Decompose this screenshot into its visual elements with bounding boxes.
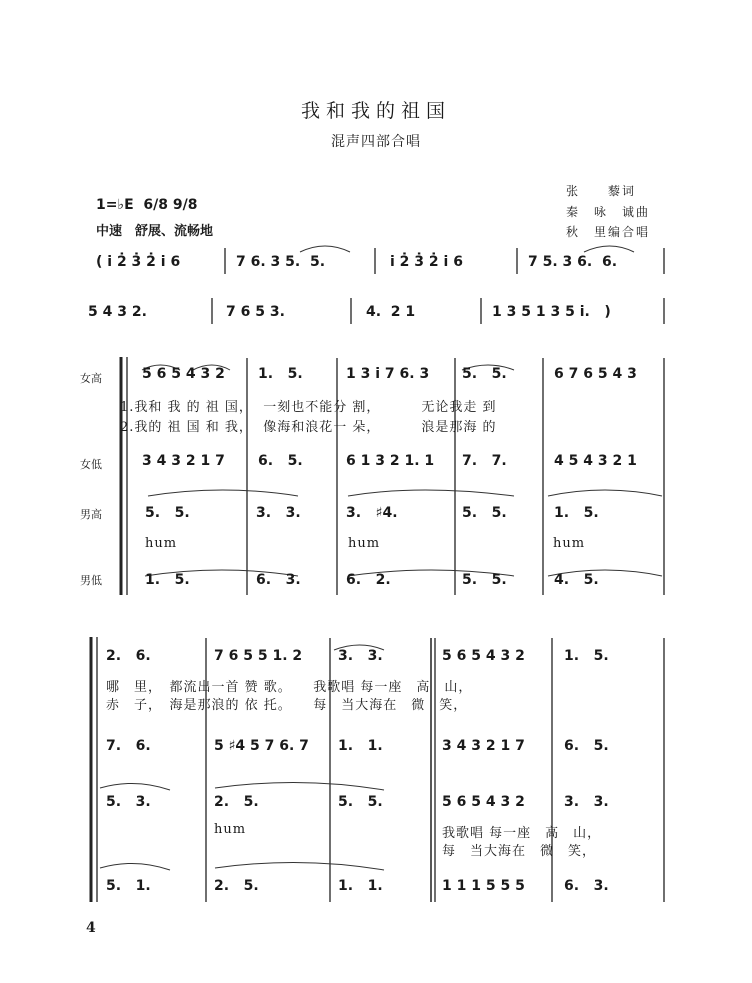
s2-tenor-m4: 5 6 5 4 3 2: [442, 794, 525, 810]
s1-bass-m4: 5. 5.: [462, 572, 507, 588]
s2-lyric-verse2: 赤 子， 海是那浪的 依 托。 每 当大海在 微 笑，: [106, 698, 468, 713]
intro-measure-4: 7 5. 3 6. 6.: [528, 254, 618, 270]
s1-alto-m1: 3 4 3 2 1 7: [142, 453, 225, 469]
lyricist-credit: 张 藜词: [566, 184, 637, 198]
s2-alto-m5: 6. 5.: [564, 738, 609, 754]
s1-hum-2: hum: [348, 536, 381, 551]
s2-bass-m2: 2. 5.: [214, 878, 259, 894]
composer-credit: 秦 咏 诚曲: [566, 205, 651, 219]
intro-measure-5: 5 4 3 2.: [88, 304, 147, 320]
s2-tenor-m2: 2. 5.: [214, 794, 259, 810]
intro-measure-8: 1 3 5 1 3 5 i. ): [492, 304, 611, 320]
s2-tenor-lyric-verse2: 每 当大海在 微 笑，: [442, 844, 597, 859]
s1-tenor-m3: 3. ♯4.: [346, 505, 398, 521]
s1-alto-m5: 4 5 4 3 2 1: [554, 453, 637, 469]
s2-soprano-m4: 5 6 5 4 3 2: [442, 648, 525, 664]
s1-alto-m3: 6 1 3 2 1. 1: [346, 453, 435, 469]
s2-alto-m2: 5 ♯4 5 7 6. 7: [214, 738, 309, 754]
song-subtitle: 混声四部合唱: [331, 134, 421, 150]
s2-tenor-m5: 3. 3.: [564, 794, 609, 810]
s1-soprano-m5: 6 7 6 5 4 3: [554, 366, 637, 382]
s2-soprano-m3: 3. 3.: [338, 648, 383, 664]
key-signature: 1=♭E 6/8 9/8: [96, 197, 198, 213]
s2-alto-m1: 7. 6.: [106, 738, 151, 754]
s2-tenor-m3: 5. 5.: [338, 794, 383, 810]
s2-bass-m1: 5. 1.: [106, 878, 151, 894]
s1-soprano-m4: 5. 5.: [462, 366, 507, 382]
s1-alto-m2: 6. 5.: [258, 453, 303, 469]
s2-soprano-m1: 2. 6.: [106, 648, 151, 664]
s1-tenor-m5: 1. 5.: [554, 505, 599, 521]
part-label-alto: 女低: [80, 458, 102, 471]
intro-measure-7: 4. 2 1: [366, 304, 416, 320]
s1-tenor-m2: 3. 3.: [256, 505, 301, 521]
part-label-tenor: 男高: [80, 508, 102, 521]
part-label-bass: 男低: [80, 574, 102, 587]
s2-hum: hum: [214, 822, 247, 837]
s1-tenor-m4: 5. 5.: [462, 505, 507, 521]
s1-alto-m4: 7. 7.: [462, 453, 507, 469]
s2-lyric-verse1: 哪 里， 都流出一首 赞 歌。 我歌唱 每一座 高 山，: [106, 680, 473, 695]
s2-soprano-m5: 1. 5.: [564, 648, 609, 664]
s1-hum-3: hum: [553, 536, 586, 551]
intro-measure-1: ( i 2̇ 3̇ 2̇ i 6: [96, 254, 181, 270]
arranger-credit: 秋 里编合唱: [566, 225, 651, 239]
s2-bass-m3: 1. 1.: [338, 878, 383, 894]
intro-measure-2: 7 6. 3 5. 5.: [236, 254, 326, 270]
s1-soprano-m1: 5 6 5 4 3 2: [142, 366, 225, 382]
s2-bass-m5: 6. 3.: [564, 878, 609, 894]
s1-lyric-verse2: 2.我的 祖 国 和 我， 像海和浪花一 朵， 浪是那海 的: [120, 420, 497, 435]
s1-bass-m5: 4. 5.: [554, 572, 599, 588]
part-label-soprano: 女高: [80, 372, 102, 385]
s1-hum-1: hum: [145, 536, 178, 551]
intro-measure-6: 7 6 5 3.: [226, 304, 285, 320]
page-number: 4: [86, 920, 96, 936]
s1-bass-m1: 1. 5.: [145, 572, 190, 588]
s2-alto-m4: 3 4 3 2 1 7: [442, 738, 525, 754]
s1-bass-m3: 6. 2.: [346, 572, 391, 588]
s1-tenor-m1: 5. 5.: [145, 505, 190, 521]
s2-soprano-m2: 7 6 5 5 1. 2: [214, 648, 303, 664]
intro-measure-3: i 2̇ 3̇ 2̇ i 6: [390, 254, 463, 270]
s1-soprano-m3: 1 3 i 7 6. 3: [346, 366, 430, 382]
s2-alto-m3: 1. 1.: [338, 738, 383, 754]
s1-lyric-verse1: 1.我和 我 的 祖 国， 一刻也不能分 割， 无论我走 到: [120, 400, 497, 415]
tempo-marking: 中速 舒展、流畅地: [96, 224, 214, 239]
s2-bass-m4: 1 1 1 5 5 5: [442, 878, 525, 894]
song-title: 我和我的祖国: [300, 100, 451, 122]
s1-bass-m2: 6. 3.: [256, 572, 301, 588]
s2-tenor-m1: 5. 3.: [106, 794, 151, 810]
s1-soprano-m2: 1. 5.: [258, 366, 303, 382]
s2-tenor-lyric-verse1: 我歌唱 每一座 高 山，: [442, 826, 602, 841]
